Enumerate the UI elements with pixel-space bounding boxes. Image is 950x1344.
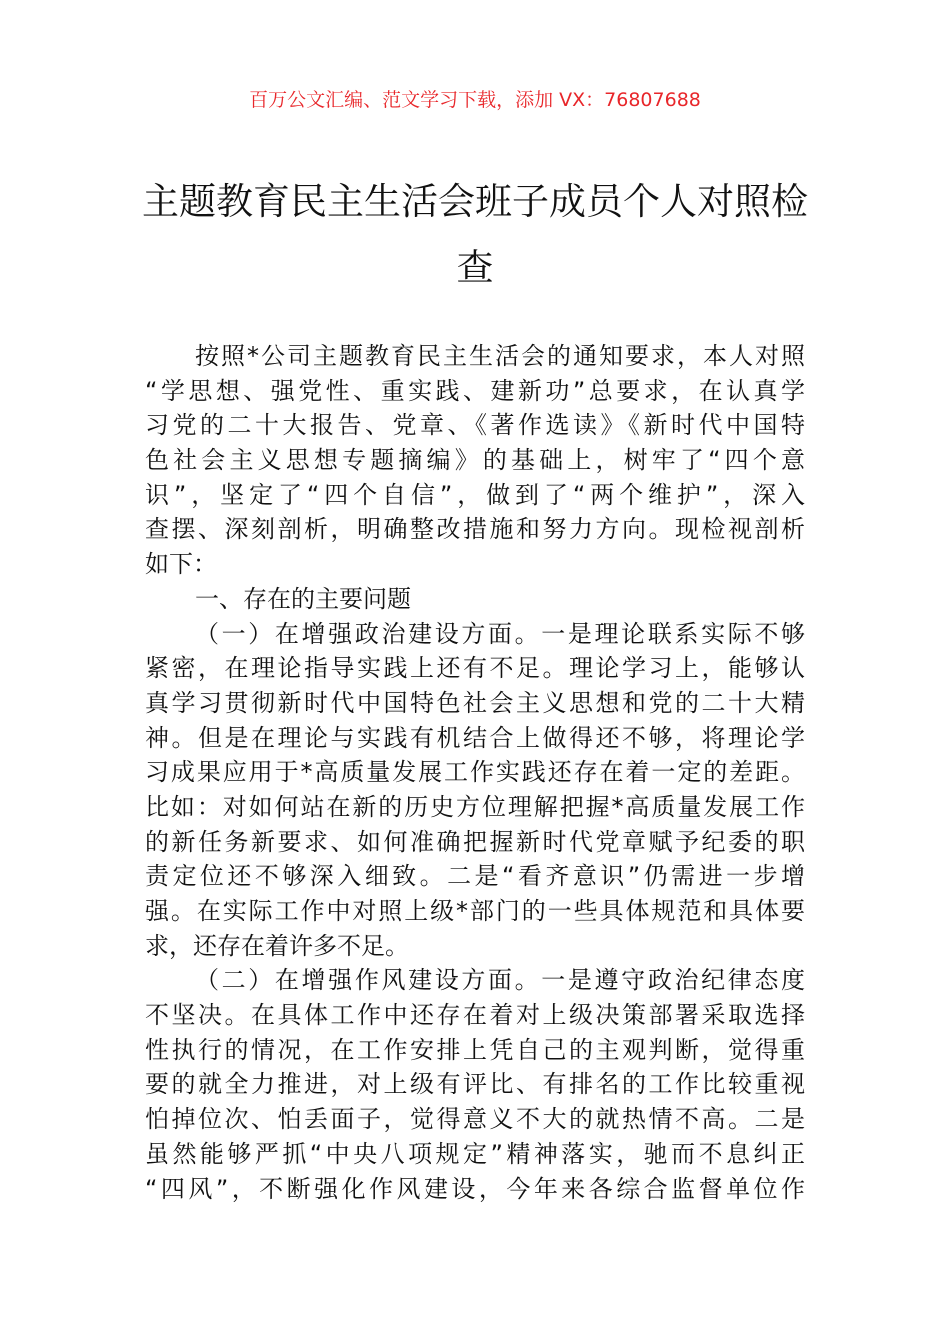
body-line: 责定位还不够深入细致。二是“看齐意识”仍需进一步增: [145, 862, 805, 891]
body-line: “四风”，不断强化作风建设，今年来各综合监督单位作: [145, 1174, 805, 1203]
body-line: （二）在增强作风建设方面。一是遵守政治纪律态度: [195, 966, 805, 995]
body-line: 要的就全力推进，对上级有评比、有排名的工作比较重视: [145, 1070, 805, 1099]
body-line: 求，还存在着许多不足。: [145, 931, 409, 960]
body-line: 比如：对如何站在新的历史方位理解把握*高质量发展工作: [145, 792, 805, 821]
body-line: 不坚决。在具体工作中还存在着对上级决策部署采取选择: [145, 1001, 805, 1030]
body-line: 习党的二十大报告、党章、《著作选读》《新时代中国特: [145, 411, 805, 440]
body-line: “学思想、强党性、重实践、建新功”总要求，在认真学: [145, 376, 805, 405]
watermark-header: 百万公文汇编、范文学习下载，添加 VX：76807688: [249, 89, 701, 111]
body-line: 虽然能够严抓“中央八项规定”精神落实，驰而不息纠正: [145, 1139, 805, 1168]
body-line: 强。在实际工作中对照上级*部门的一些具体规范和具体要: [145, 897, 805, 925]
section-heading: 一、存在的主要问题: [195, 584, 411, 613]
document-title-line-2: 查: [456, 246, 494, 289]
body-line: 识”，坚定了“四个自信”，做到了“两个维护”，深入: [145, 480, 805, 509]
body-line: 查摆、深刻剖析，明确整改措施和努力方向。现检视剖析: [145, 515, 805, 544]
body-line: （一）在增强政治建设方面。一是理论联系实际不够: [195, 619, 805, 648]
body-line: 紧密，在理论指导实践上还有不足。理论学习上，能够认: [145, 654, 805, 683]
body-line: 的新任务新要求、如何准确把握新时代党章赋予纪委的职: [145, 827, 805, 856]
document-title-line-1: 主题教育民主生活会班子成员个人对照检: [142, 180, 808, 223]
body-line: 神。但是在理论与实践有机结合上做得还不够，将理论学: [145, 723, 805, 752]
body-line: 真学习贯彻新时代中国特色社会主义思想和党的二十大精: [145, 688, 805, 717]
document-body: [145, 339, 805, 1206]
body-line: 色社会主义思想专题摘编》的基础上，树牢了“四个意: [145, 446, 805, 475]
body-line: 习成果应用于*高质量发展工作实践还存在着一定的差距。: [145, 758, 805, 787]
body-line: 如下：: [145, 550, 217, 579]
body-line: 怕掉位次、怕丢面子，觉得意义不大的就热情不高。二是: [145, 1105, 805, 1134]
body-line: 性执行的情况，在工作安排上凭自己的主观判断，觉得重: [145, 1035, 805, 1064]
body-line: 按照*公司主题教育民主生活会的通知要求，本人对照: [195, 342, 805, 370]
